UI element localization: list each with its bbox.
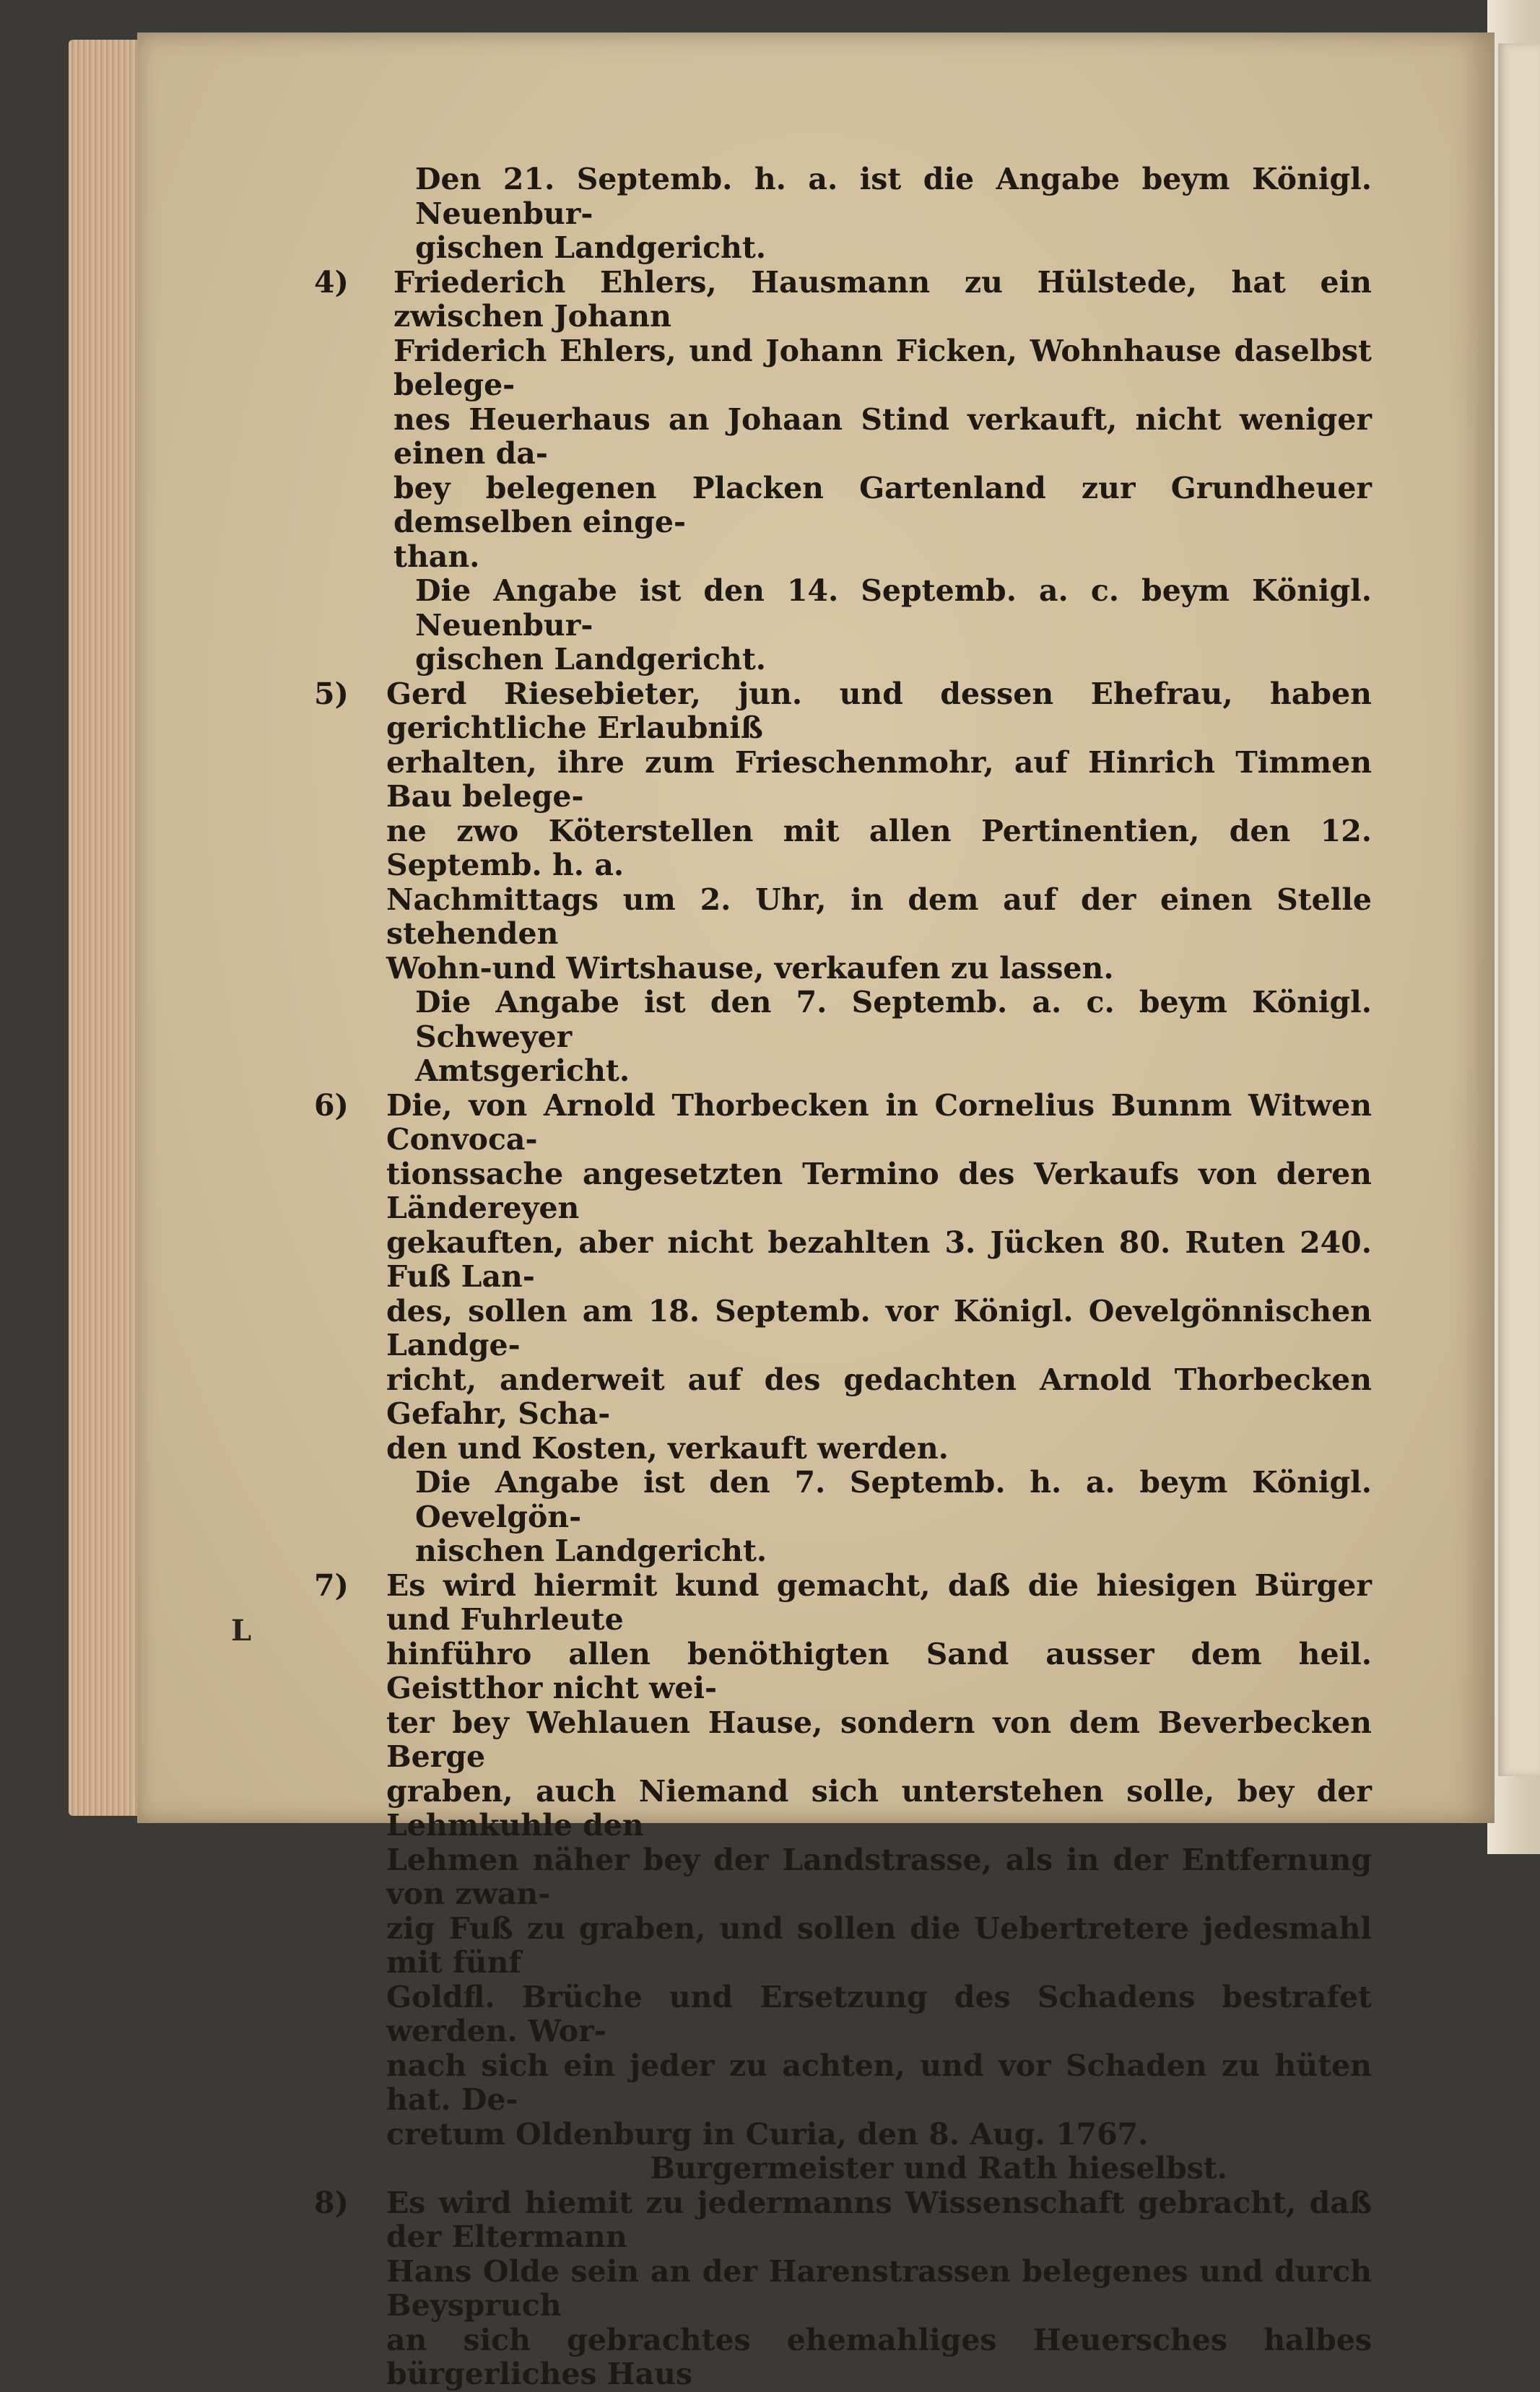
text-line: graben, auch Niemand sich unterstehen solle, bey der Lehmkuhle den: [386, 1773, 1372, 1843]
note-paragraph: [321, 986, 1372, 1089]
text-line: Gerd Riesebieter, jun. und dessen Ehefrau, haben gerichtliche Erlaubniß: [386, 676, 1372, 745]
numbered-item: [314, 1087, 1372, 1466]
text-line: Nachmittags um 2. Uhr, in dem auf der einen Stelle stehenden: [386, 882, 1372, 951]
item-number: 4): [314, 264, 349, 300]
numbered-item: [314, 264, 1372, 575]
text-line: Goldfl. Brüche und Ersetzung des Schadens bestrafet werden. Wor-: [386, 1979, 1372, 2048]
text-line: ter bey Wehlauen Hause, sondern von dem Beverbecken Berge: [386, 1705, 1372, 1774]
text-line: than.: [393, 539, 480, 574]
text-line: Die Angabe ist den 7. Septemb. a. c. beym Königl. Schweyer: [415, 985, 1372, 1054]
text-line: tionssache angesetzten Termino des Verkaufs von deren Ländereyen: [386, 1156, 1372, 1225]
text-line: erhalten, ihre zum Frieschenmohr, auf Hinrich Timmen Bau belege-: [386, 744, 1372, 814]
page-text: [314, 162, 1372, 2392]
note-paragraph: [321, 574, 1372, 677]
page-edges: [69, 40, 148, 1816]
numbered-item: [314, 2185, 1372, 2392]
text-line: Die Angabe ist den 14. Septemb. a. c. beym Königl. Neuenbur-: [415, 573, 1372, 643]
text-line: Wohn-und Wirtshause, verkaufen zu lassen.: [386, 950, 1114, 986]
text-line: Amtsgericht.: [415, 1053, 630, 1088]
text-line: Friderich Ehlers, und Johann Ficken, Wohnhause daselbst belege-: [393, 333, 1372, 402]
text-line: hinführo allen benöthigten Sand ausser dem heil. Geistthor nicht wei-: [386, 1636, 1372, 1705]
text-line: Hans Olde sein an der Harenstrassen belegenes und durch Beyspruch: [386, 2253, 1372, 2323]
item-number: 8): [314, 2185, 349, 2220]
text-line: an sich gebrachtes ehemahliges Heuersches halbes bürgerliches Haus: [386, 2322, 1372, 2391]
text-line: richt, anderweit auf des gedachten Arnold Thorbecken Gefahr, Scha-: [386, 1362, 1372, 1431]
text-line: zig Fuß zu graben, und sollen die Uebertretere jedesmahl mit fünf: [386, 1910, 1372, 1980]
text-line: den und Kosten, verkauft werden.: [386, 1430, 949, 1466]
text-line: Die, von Arnold Thorbecken in Cornelius Bunnm Witwen Convoca-: [386, 1087, 1372, 1157]
text-line: gekauften, aber nicht bezahlten 3. Jücken 80. Ruten 240. Fuß Lan-: [386, 1225, 1372, 1294]
text-line: Es wird hiermit kund gemacht, daß die hiesigen Bürger und Fuhrleute: [386, 1567, 1372, 1637]
margin-mark: L: [231, 1614, 252, 1648]
item-number: 5): [314, 676, 349, 711]
text-line: Lehmen näher bey der Landstrasse, als in der Entfernung von zwan-: [386, 1842, 1372, 1911]
text-line: ne zwo Köterstellen mit allen Pertinentien, den 12. Septemb. h. a.: [386, 813, 1372, 882]
text-line: Den 21. Septemb. h. a. ist die Angabe beym Königl. Neuenbur-: [415, 162, 1372, 231]
text-line: Die Angabe ist den 7. Septemb. h. a. beym Königl. Oevelgön-: [415, 1465, 1372, 1534]
text-line: Friederich Ehlers, Hausmann zu Hülstede, hat ein zwischen Johann: [393, 264, 1372, 334]
text-line: des, sollen am 18. Septemb. vor Königl. Oevelgönnischen Landge-: [386, 1293, 1372, 1362]
note-paragraph: [321, 1466, 1372, 1569]
text-line: nischen Landgericht.: [415, 1534, 767, 1568]
signature-line: Burgermeister und Rath hieselbst.: [650, 2151, 1227, 2186]
text-line: nes Heuerhaus an Johaan Stind verkauft, nicht weniger einen da-: [393, 401, 1372, 471]
numbered-item: [314, 676, 1372, 986]
note-paragraph: [321, 162, 1372, 266]
text-line: Es wird hiemit zu jedermanns Wissenschaft gebracht, daß der Eltermann: [386, 2185, 1372, 2254]
item-number: 7): [314, 1567, 349, 1603]
item-number: 6): [314, 1087, 349, 1123]
text-line: bey belegenen Placken Gartenland zur Grundheuer demselben einge-: [393, 470, 1372, 539]
text-line: gischen Landgericht.: [415, 642, 767, 677]
text-line: gischen Landgericht.: [415, 230, 767, 265]
numbered-item: [314, 1567, 1372, 2152]
text-line: cretum Oldenburg in Curia, den 8. Aug. 1767.: [386, 2116, 1149, 2152]
text-line: nach sich ein jeder zu achten, und vor Schaden zu hüten hat. De-: [386, 2048, 1372, 2117]
next-page-edge: [1498, 43, 1540, 1776]
